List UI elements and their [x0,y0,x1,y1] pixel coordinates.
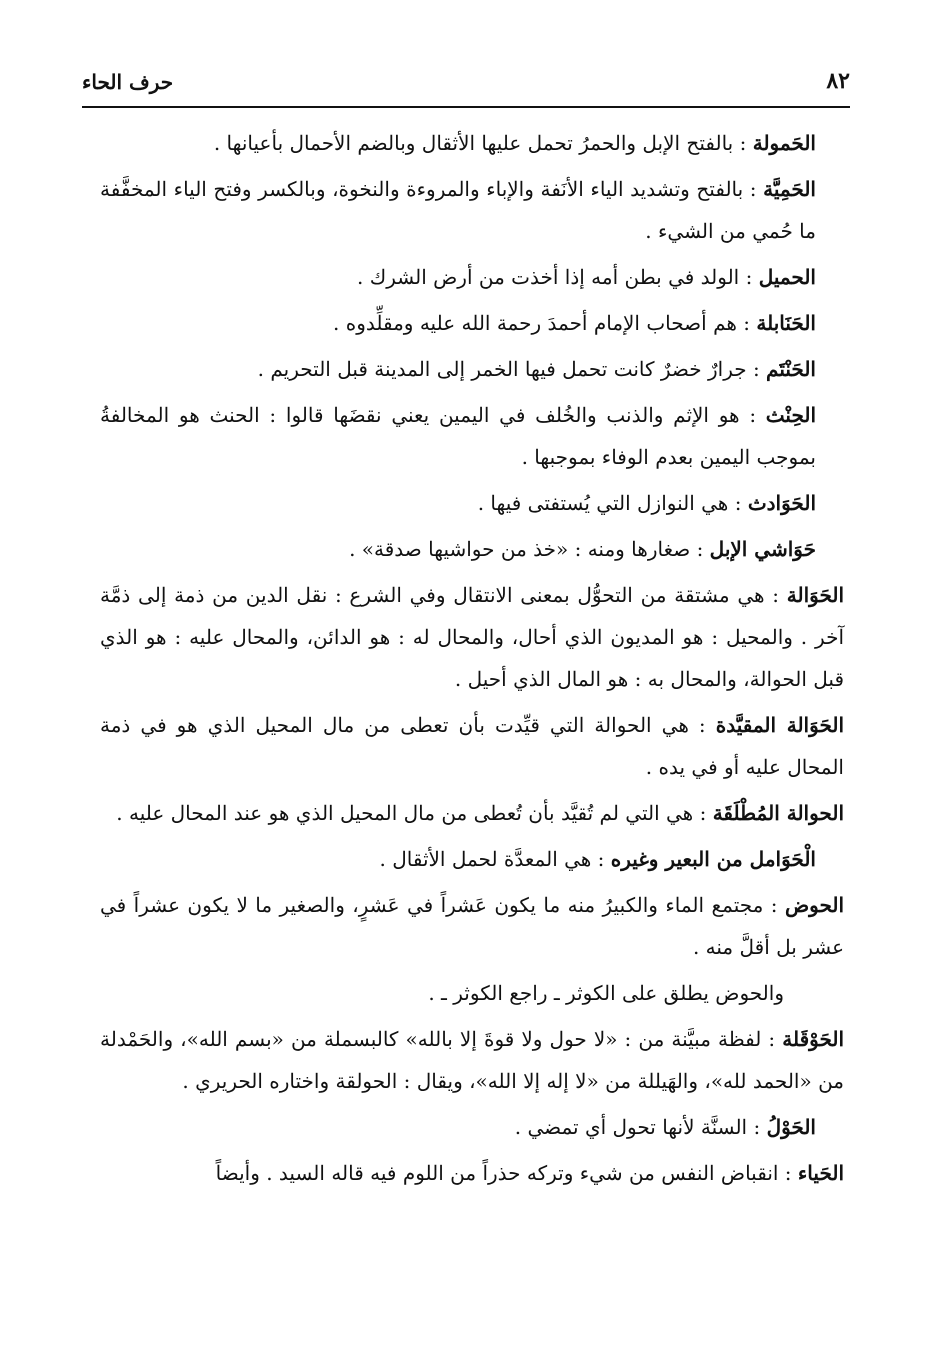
entry-definition: مجتمع الماء والكبيرُ منه ما يكون عَشراً في عَشرٍ، والصغير ما لا يكون عشراً في عشر بل أقلَّ منه . [100,893,844,959]
entry-hawala-muqayyada: الحَوَالة المقيَّدة : هي الحوالة التي قيِّدت بأن تعطى من مال المحيل الذي هو في ذمة المحال عليه أو في يده . [100,713,845,779]
entry-definition: الولد في بطن أمه إذا أخذت من أرض الشرك . [357,265,740,289]
entry-term: الحَوَالة المقيَّدة [715,713,845,737]
entry-hawd: الحوض : مجتمع الماء والكبيرُ منه ما يكون عَشراً في عَشرٍ، والصغير ما لا يكون عشراً في عشر بل أقلَّ منه . [100,893,845,959]
page-header [82,62,850,108]
entry-term: حَوَاشي الإبل [709,537,816,561]
entry-term: الحَمولة [752,131,816,155]
dictionary-entries [100,122,844,1198]
running-head: حرف الحاء [82,70,174,94]
entry-definition: لفظة مبيَّنة من : «لا حول ولا قوةَ إلا بالله» كالبسملة من «بسم الله»، والحَمْدلة من «الحمد لله»، والهَيللة من «لا إله إلا الله»، ويقال : الحولقة واختاره الحريري . [100,1027,844,1093]
entry-definition: هم أصحاب الإمام أحمدَ رحمة الله عليه ومقلِّدوه . [333,311,737,335]
entry-definition: السنَّة لأنها تحول أي تمضي . [514,1115,748,1139]
entry-definition: صغارها ومنه : «خذ من حواشيها صدقة» . [349,537,691,561]
entry-definition: انقباض النفس من شيء وتركه حذراً من اللوم فيه قاله السيد . وأيضاً [215,1161,779,1185]
entry-definition: هي الحوالة التي قيِّدت بأن تعطى من مال المحيل الذي هو في ذمة المحال عليه أو في يده . [100,713,844,779]
entry-definition: جرارٌ خضرٌ كانت تحمل فيها الخمر إلى المدينة قبل التحريم . [257,357,747,381]
entry-definition: هي مشتقة من التحوُّل بمعنى الانتقال وفي الشرع : نقل الدين من ذمة إلى ذمَّة آخر . والمحيل : هو المديون الذي أحال، والمحال له : هو الدائن، والمحال عليه : هو الذي قبل الحوالة، والمحال به : هو المال الذي أحيل . [100,583,844,691]
entry-term: الحَنْتَم [766,357,816,381]
entry-term: الحَوْقَلة [782,1027,845,1051]
entry-term: الحَنَابلة [756,311,816,335]
entry-haya: الحَياء : انقباض النفس من شيء وتركه حذراً من اللوم فيه قاله السيد . وأيضاً [215,1161,844,1185]
entry-definition: هو الإثم والذنب والخُلف في اليمين يعني نقضَها قالوا : الحنث هو المخالفةُ بموجب اليمين بعدم الوفاء بموجبها . [100,403,816,469]
entry-hawala: الحَوَالة : هي مشتقة من التحوُّل بمعنى الانتقال وفي الشرع : نقل الدين من ذمة إلى ذمَّة آخر . والمحيل : هو المديون الذي أحال، والمحال له : هو الدائن، والمحال عليه : هو الذي قبل الحوالة، والمحال به : هو المال الذي أحيل . [100,583,845,691]
entry-hawamil: الْحَوَامل من البعير وغيره : هي المعدَّة لحمل الأثقال . [379,847,816,871]
entry-definition: بالفتح وتشديد الياء الأنَفة والإباء والمروءة والنخوة، وبالكسر وفتح الياء المخفَّفة ما حُمي من الشيء . [100,177,816,243]
entry-definition: هي النوازل التي يُستفتى فيها . [477,491,729,515]
entry-hantam: الحَنْتَم : جرارٌ خضرٌ كانت تحمل فيها الخمر إلى المدينة قبل التحريم . [257,357,816,381]
entry-hawashi-al-ibil: حَوَاشي الإبل : صغارها ومنه : «خذ من حواشيها صدقة» . [349,537,816,561]
entry-hawala-mutlaqa: الحوالة المُطْلَقَة : هي التي لم تُقيَّد بأن تُعطى من مال المحيل الذي هو عند المحال عليه . [116,801,844,825]
entry-term: الحوض [784,893,845,917]
entry-term: الْحَوَامل من البعير وغيره [610,847,816,871]
entry-hawadith: الحَوَادث : هي النوازل التي يُستفتى فيها . [477,491,816,515]
entry-hanabila: الحَنَابلة : هم أصحاب الإمام أحمدَ رحمة الله عليه ومقلِّدوه . [333,311,816,335]
entry-definition: بالفتح الإبل والحمرُ تحمل عليها الأثقال وبالضم الأحمال بأعيانها . [213,131,734,155]
entry-hawl: الحَوْلُ : السنَّة لأنها تحول أي تمضي . [514,1115,816,1139]
entry-definition: هي التي لم تُقيَّد بأن تُعطى من مال المحيل الذي هو عند المحال عليه . [116,801,694,825]
entry-hinth: الحِنْث : هو الإثم والذنب والخُلف في اليمين يعني نقضَها قالوا : الحنث هو المخالفةُ بموجب اليمين بعدم الوفاء بموجبها . [100,403,817,469]
entry-hawd-note [100,972,844,1014]
entry-term: الحَياء [797,1161,844,1185]
entry-hamula: الحَمولة : بالفتح الإبل والحمرُ تحمل عليها الأثقال وبالضم الأحمال بأعيانها . [213,131,816,155]
entry-hawqala: الحَوْقَلة : لفظة مبيَّنة من : «لا حول ولا قوةَ إلا بالله» كالبسملة من «بسم الله»، والحَمْدلة من «الحمد لله»، والهَيللة من «لا إله إلا الله»، ويقال : الحولقة واختاره الحريري . [100,1027,845,1093]
entry-term: الحَوَادث [747,491,816,515]
entry-term: الحَمِيَّة [763,177,816,201]
entry-definition: هي المعدَّة لحمل الأثقال . [379,847,592,871]
entry-term: الحوالة المُطْلَقَة [712,801,844,825]
entry-term: الحميل [758,265,816,289]
entry-term: الحِنْث [765,403,817,427]
page-number: ٨٢ [826,68,850,94]
entry-term: الحَوْلُ [766,1115,816,1139]
entry-term: الحَوَالة [786,583,845,607]
entry-hamiyya: الحَمِيَّة : بالفتح وتشديد الياء الأنَفة والإباء والمروءة والنخوة، وبالكسر وفتح الياء المخفَّفة ما حُمي من الشيء . [100,177,816,243]
entry-hamil: الحميل : الولد في بطن أمه إذا أخذت من أرض الشرك . [357,265,816,289]
entry-definition: والحوض يطلق على الكوثر ـ راجع الكوثر ـ . [428,981,784,1005]
